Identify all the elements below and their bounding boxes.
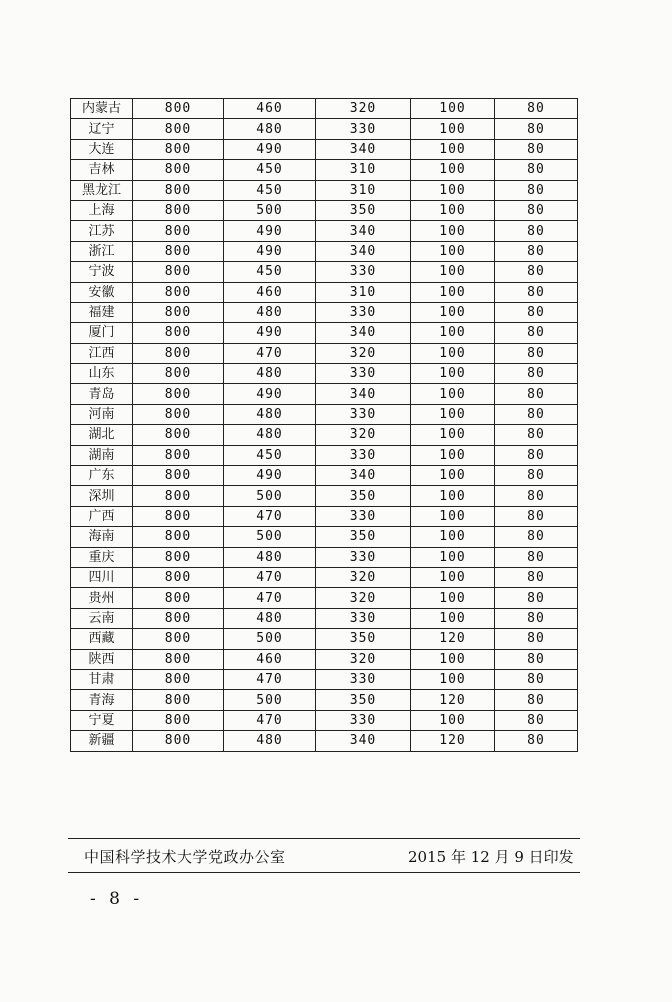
table-row — [71, 364, 578, 384]
score-cell: 800 — [133, 221, 224, 241]
region-cell: 青岛 — [71, 384, 133, 404]
region-cell: 安徽 — [71, 282, 133, 302]
score-cell: 100 — [411, 669, 495, 689]
score-cell: 800 — [133, 731, 224, 751]
score-cell: 800 — [133, 200, 224, 220]
score-cell: 320 — [316, 99, 411, 119]
region-cell: 上海 — [71, 200, 133, 220]
footer-top-rule — [68, 838, 580, 839]
score-cell: 800 — [133, 302, 224, 322]
table-row — [71, 629, 578, 649]
region-cell: 青海 — [71, 690, 133, 710]
score-cell: 100 — [411, 221, 495, 241]
score-cell: 800 — [133, 364, 224, 384]
score-cell: 800 — [133, 99, 224, 119]
table-row — [71, 343, 578, 363]
score-cell: 800 — [133, 506, 224, 526]
score-cell: 310 — [316, 160, 411, 180]
score-cell: 80 — [495, 567, 578, 587]
score-cell: 320 — [316, 567, 411, 587]
score-cell: 80 — [495, 323, 578, 343]
footer-bottom-rule — [68, 872, 580, 873]
score-cell: 800 — [133, 180, 224, 200]
region-cell: 大连 — [71, 139, 133, 159]
score-cell: 80 — [495, 669, 578, 689]
region-cell: 海南 — [71, 527, 133, 547]
score-cell: 330 — [316, 445, 411, 465]
score-cell: 320 — [316, 649, 411, 669]
score-cell: 330 — [316, 302, 411, 322]
score-cell: 490 — [224, 139, 316, 159]
score-cell: 500 — [224, 527, 316, 547]
score-cell: 800 — [133, 690, 224, 710]
score-cell: 100 — [411, 99, 495, 119]
region-cell: 山东 — [71, 364, 133, 384]
score-cell: 80 — [495, 404, 578, 424]
score-cell: 100 — [411, 710, 495, 730]
score-cell: 490 — [224, 221, 316, 241]
score-cell: 470 — [224, 343, 316, 363]
table-row — [71, 731, 578, 751]
score-cell: 80 — [495, 119, 578, 139]
score-cell: 100 — [411, 649, 495, 669]
score-cell: 80 — [495, 262, 578, 282]
table-row — [71, 119, 578, 139]
score-cell: 800 — [133, 710, 224, 730]
score-cell: 330 — [316, 119, 411, 139]
region-cell: 深圳 — [71, 486, 133, 506]
region-cell: 湖南 — [71, 445, 133, 465]
score-cell: 460 — [224, 282, 316, 302]
table-row — [71, 262, 578, 282]
region-cell: 厦门 — [71, 323, 133, 343]
score-cell: 80 — [495, 200, 578, 220]
score-cell: 800 — [133, 527, 224, 547]
score-cell: 100 — [411, 567, 495, 587]
score-cell: 100 — [411, 119, 495, 139]
score-cell: 320 — [316, 343, 411, 363]
table-row — [71, 384, 578, 404]
score-cell: 480 — [224, 302, 316, 322]
score-cell: 340 — [316, 384, 411, 404]
score-cell: 800 — [133, 139, 224, 159]
score-cell: 100 — [411, 282, 495, 302]
score-cell: 340 — [316, 466, 411, 486]
score-cell: 460 — [224, 99, 316, 119]
region-cell: 福建 — [71, 302, 133, 322]
table-row — [71, 608, 578, 628]
score-cell: 100 — [411, 527, 495, 547]
score-cell: 800 — [133, 241, 224, 261]
table-row — [71, 404, 578, 424]
score-cell: 340 — [316, 323, 411, 343]
score-cell: 800 — [133, 425, 224, 445]
score-cell: 80 — [495, 384, 578, 404]
score-cell: 320 — [316, 588, 411, 608]
score-cell: 80 — [495, 506, 578, 526]
score-cell: 80 — [495, 160, 578, 180]
score-cell: 330 — [316, 404, 411, 424]
region-cell: 河南 — [71, 404, 133, 424]
score-cell: 490 — [224, 466, 316, 486]
score-cell: 320 — [316, 425, 411, 445]
score-cell: 80 — [495, 343, 578, 363]
score-cell: 80 — [495, 547, 578, 567]
score-cell: 500 — [224, 486, 316, 506]
region-cell: 贵州 — [71, 588, 133, 608]
region-cell: 宁波 — [71, 262, 133, 282]
score-cell: 330 — [316, 364, 411, 384]
table-row — [71, 486, 578, 506]
score-cell: 480 — [224, 404, 316, 424]
score-cell: 350 — [316, 690, 411, 710]
score-cell: 800 — [133, 547, 224, 567]
region-cell: 内蒙古 — [71, 99, 133, 119]
score-cell: 100 — [411, 323, 495, 343]
table-row — [71, 588, 578, 608]
table-row — [71, 425, 578, 445]
score-cell: 330 — [316, 608, 411, 628]
region-cell: 重庆 — [71, 547, 133, 567]
score-cell: 100 — [411, 180, 495, 200]
table-row — [71, 690, 578, 710]
score-cell: 450 — [224, 160, 316, 180]
table-row — [71, 241, 578, 261]
score-cell: 480 — [224, 119, 316, 139]
table-row — [71, 466, 578, 486]
table-row — [71, 669, 578, 689]
score-cell: 80 — [495, 99, 578, 119]
score-cell: 80 — [495, 629, 578, 649]
score-cell: 800 — [133, 404, 224, 424]
score-cell: 800 — [133, 445, 224, 465]
score-cell: 500 — [224, 200, 316, 220]
score-cell: 800 — [133, 629, 224, 649]
table-row — [71, 506, 578, 526]
table-row — [71, 527, 578, 547]
score-cell: 800 — [133, 466, 224, 486]
table-body — [71, 99, 578, 752]
score-cell: 350 — [316, 200, 411, 220]
score-cell: 310 — [316, 282, 411, 302]
score-cell: 800 — [133, 160, 224, 180]
table-row — [71, 200, 578, 220]
table-row — [71, 649, 578, 669]
score-cell: 800 — [133, 669, 224, 689]
score-cell: 330 — [316, 547, 411, 567]
score-cell: 800 — [133, 649, 224, 669]
score-cell: 80 — [495, 588, 578, 608]
score-cell: 80 — [495, 527, 578, 547]
region-cell: 江苏 — [71, 221, 133, 241]
footer-print-date: 2015 年 12 月 9 日印发 — [408, 848, 574, 866]
score-cell: 330 — [316, 262, 411, 282]
score-cell: 100 — [411, 404, 495, 424]
score-cell: 340 — [316, 241, 411, 261]
score-cell: 800 — [133, 486, 224, 506]
score-cell: 80 — [495, 690, 578, 710]
region-cell: 浙江 — [71, 241, 133, 261]
score-cell: 450 — [224, 262, 316, 282]
score-cell: 490 — [224, 384, 316, 404]
region-cell: 黑龙江 — [71, 180, 133, 200]
score-cell: 100 — [411, 608, 495, 628]
score-cell: 80 — [495, 364, 578, 384]
score-cell: 100 — [411, 486, 495, 506]
region-cell: 辽宁 — [71, 119, 133, 139]
score-cell: 120 — [411, 629, 495, 649]
score-cell: 330 — [316, 669, 411, 689]
score-cell: 340 — [316, 731, 411, 751]
table-row — [71, 567, 578, 587]
table-row — [71, 445, 578, 465]
score-cell: 470 — [224, 567, 316, 587]
table-row — [71, 302, 578, 322]
table-row — [71, 160, 578, 180]
score-cell: 100 — [411, 160, 495, 180]
score-cell: 490 — [224, 323, 316, 343]
score-cell: 480 — [224, 547, 316, 567]
score-cell: 350 — [316, 486, 411, 506]
score-cell: 100 — [411, 139, 495, 159]
page-number: - 8 - — [90, 889, 144, 909]
score-cell: 100 — [411, 241, 495, 261]
region-cell: 广西 — [71, 506, 133, 526]
score-cell: 450 — [224, 180, 316, 200]
score-cell: 80 — [495, 425, 578, 445]
score-cell: 80 — [495, 241, 578, 261]
score-cell: 80 — [495, 649, 578, 669]
score-cell: 800 — [133, 119, 224, 139]
score-cell: 800 — [133, 608, 224, 628]
score-cell: 350 — [316, 629, 411, 649]
table-row — [71, 139, 578, 159]
score-cell: 310 — [316, 180, 411, 200]
region-cell: 西藏 — [71, 629, 133, 649]
score-cell: 100 — [411, 506, 495, 526]
score-cell: 80 — [495, 221, 578, 241]
score-cell: 100 — [411, 364, 495, 384]
region-cell: 新疆 — [71, 731, 133, 751]
score-cell: 350 — [316, 527, 411, 547]
score-cell: 470 — [224, 669, 316, 689]
table-row — [71, 221, 578, 241]
score-cell: 470 — [224, 506, 316, 526]
score-cell: 120 — [411, 690, 495, 710]
score-cell: 100 — [411, 466, 495, 486]
score-cell: 460 — [224, 649, 316, 669]
score-cell: 800 — [133, 588, 224, 608]
score-cell: 330 — [316, 710, 411, 730]
region-cell: 云南 — [71, 608, 133, 628]
score-cell: 330 — [316, 506, 411, 526]
score-cell: 480 — [224, 731, 316, 751]
score-cell: 800 — [133, 262, 224, 282]
table-row — [71, 282, 578, 302]
region-cell: 吉林 — [71, 160, 133, 180]
score-cell: 800 — [133, 323, 224, 343]
score-cell: 340 — [316, 221, 411, 241]
score-cell: 480 — [224, 608, 316, 628]
score-cell: 80 — [495, 466, 578, 486]
region-cell: 陕西 — [71, 649, 133, 669]
score-cell: 80 — [495, 731, 578, 751]
score-cell: 800 — [133, 567, 224, 587]
score-cell: 470 — [224, 588, 316, 608]
score-cell: 480 — [224, 425, 316, 445]
score-cell: 80 — [495, 139, 578, 159]
score-cell: 80 — [495, 302, 578, 322]
score-cell: 80 — [495, 608, 578, 628]
score-cell: 100 — [411, 302, 495, 322]
score-cell: 490 — [224, 241, 316, 261]
footer-issuer: 中国科学技术大学党政办公室 — [84, 848, 286, 866]
table-row — [71, 710, 578, 730]
table-row — [71, 323, 578, 343]
region-cell: 广东 — [71, 466, 133, 486]
score-cell: 480 — [224, 364, 316, 384]
score-cell: 500 — [224, 690, 316, 710]
score-cell: 120 — [411, 731, 495, 751]
score-cell: 100 — [411, 547, 495, 567]
region-cell: 宁夏 — [71, 710, 133, 730]
score-cell: 500 — [224, 629, 316, 649]
score-cell: 340 — [316, 139, 411, 159]
table-row — [71, 180, 578, 200]
region-cell: 甘肃 — [71, 669, 133, 689]
region-cell: 江西 — [71, 343, 133, 363]
score-cell: 450 — [224, 445, 316, 465]
score-cell: 100 — [411, 425, 495, 445]
score-cell: 80 — [495, 180, 578, 200]
score-cell: 470 — [224, 710, 316, 730]
score-cell: 800 — [133, 384, 224, 404]
score-cell: 80 — [495, 282, 578, 302]
score-cell: 100 — [411, 343, 495, 363]
score-cell: 100 — [411, 588, 495, 608]
score-cell: 80 — [495, 445, 578, 465]
table-row — [71, 99, 578, 119]
score-cell: 800 — [133, 282, 224, 302]
score-cell: 100 — [411, 262, 495, 282]
score-cell: 80 — [495, 486, 578, 506]
region-cell: 四川 — [71, 567, 133, 587]
table-row — [71, 547, 578, 567]
score-cell: 100 — [411, 445, 495, 465]
score-cell: 100 — [411, 200, 495, 220]
score-table — [70, 98, 578, 752]
region-cell: 湖北 — [71, 425, 133, 445]
score-cell: 100 — [411, 384, 495, 404]
score-cell: 80 — [495, 710, 578, 730]
score-cell: 800 — [133, 343, 224, 363]
